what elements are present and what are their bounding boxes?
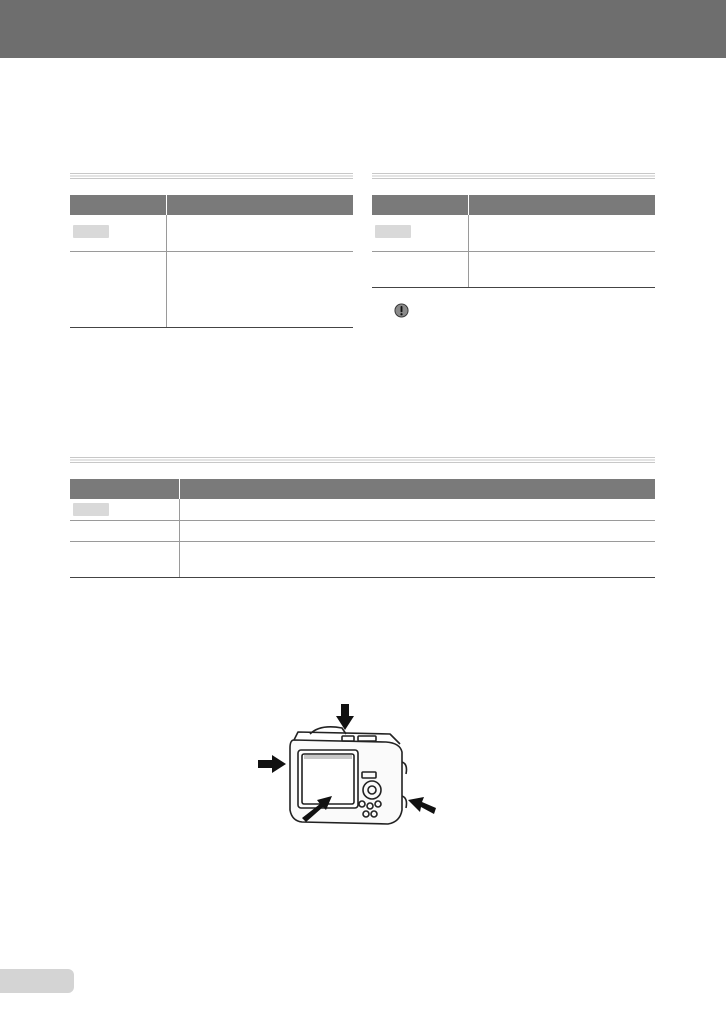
table-header-cell [468,195,655,215]
table-cell [166,215,353,251]
table-cell [70,215,166,251]
camera-illustration-icon [250,700,440,830]
table-cell [372,215,468,251]
table-cell [179,541,655,577]
section-rule-bottom [70,457,655,463]
table-cell [468,215,655,251]
page-header-bar [0,0,726,58]
arrow-right-icon [408,797,436,814]
table-header-row [70,195,353,215]
table-header-cell [70,195,166,215]
default-setting-badge [73,225,109,238]
table-cell [179,499,655,520]
table-header-cell [179,479,655,499]
table-cell [70,520,179,541]
table-row [70,215,353,251]
table-header-cell [166,195,353,215]
page-number-tab [0,969,74,993]
arrow-left-icon [258,755,286,773]
table-cell [468,251,655,287]
table-row [372,215,655,251]
caution-icon [394,303,409,318]
section-rule-left [70,173,353,179]
arrow-top-icon [336,704,354,730]
bottom-table [70,479,655,578]
table-row [70,541,655,577]
default-setting-badge [73,503,109,516]
right-table [372,195,655,288]
section-rule-right [372,173,655,179]
table-row [70,520,655,541]
table-row [70,251,353,327]
table-row [372,251,655,287]
table-cell [166,251,353,327]
table-row [70,499,655,520]
table-cell [70,499,179,520]
table-cell [70,541,179,577]
table-header-cell [70,479,179,499]
table-header-cell [372,195,468,215]
table-header-row [70,479,655,499]
table-cell [372,251,468,287]
left-table [70,195,353,328]
default-setting-badge [375,225,411,238]
table-cell [70,251,166,327]
table-header-row [372,195,655,215]
table-cell [179,520,655,541]
